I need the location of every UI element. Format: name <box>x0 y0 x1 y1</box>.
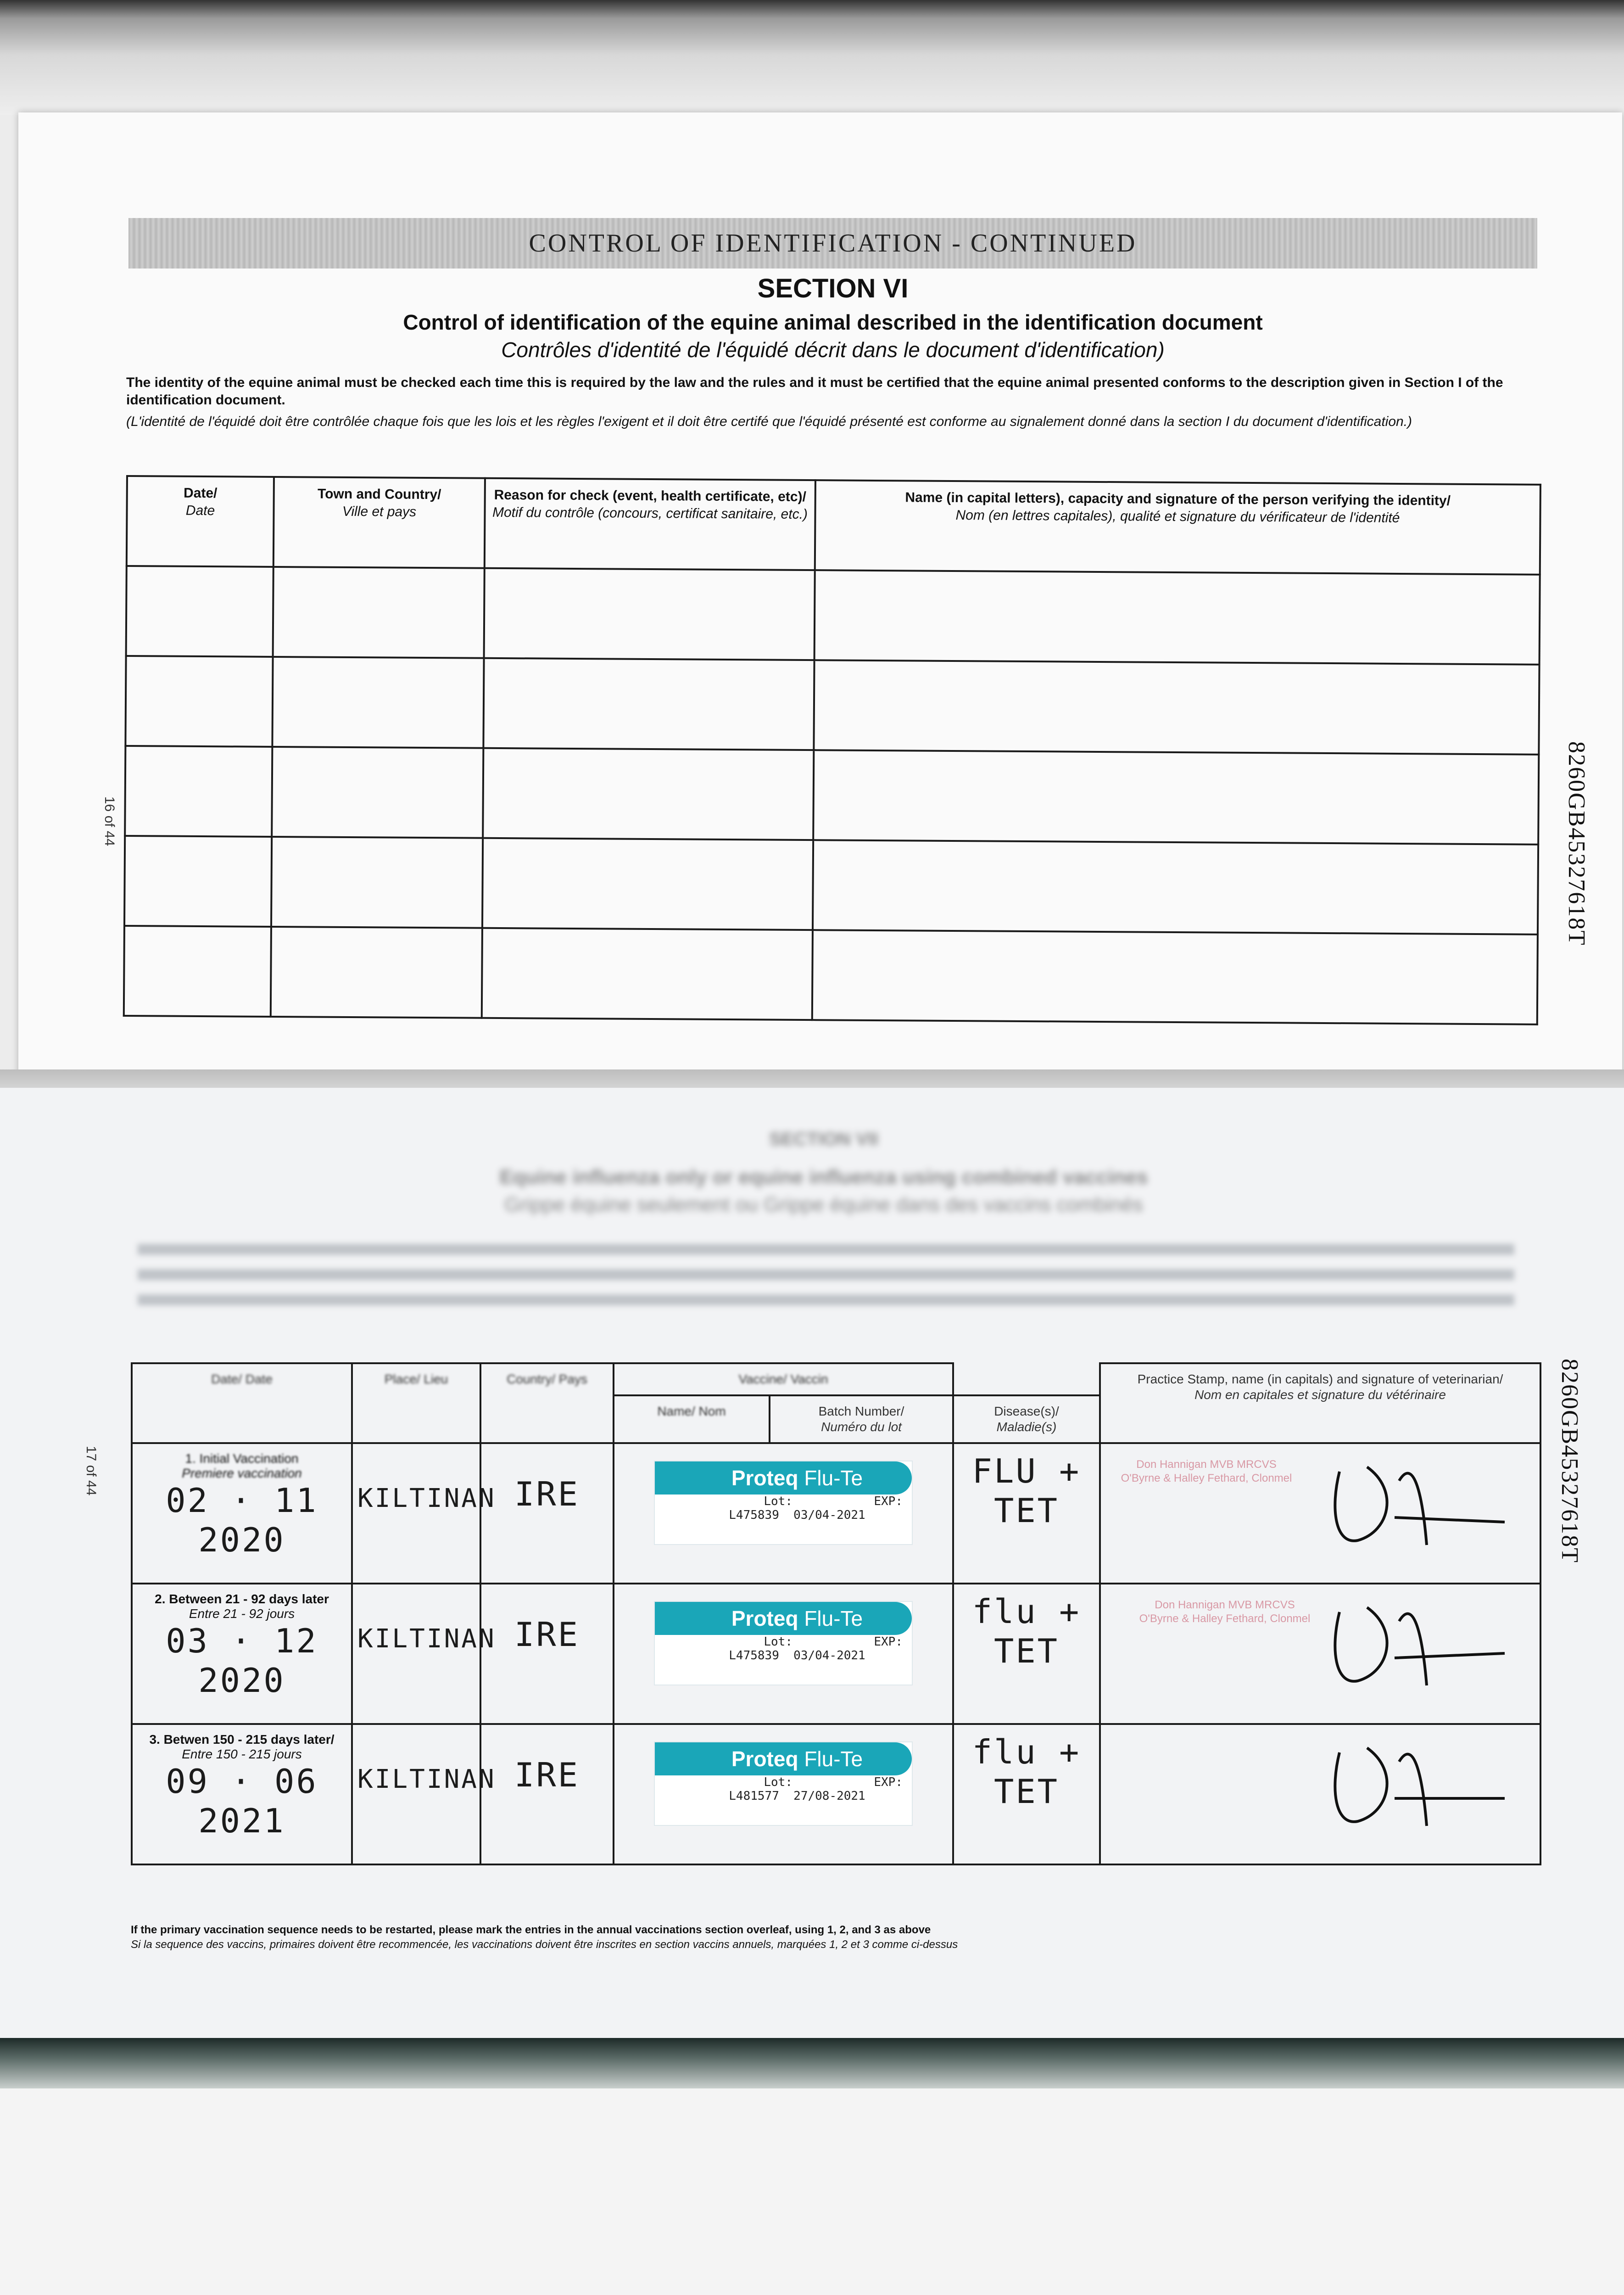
batch-number: L475839 <box>729 1649 779 1662</box>
handwritten-place: KILTINAN <box>357 1624 496 1654</box>
table-row <box>125 656 1539 755</box>
section-banner-text: CONTROL OF IDENTIFICATION - CONTINUED <box>529 229 1137 257</box>
table-header-row <box>132 1363 1540 1395</box>
table-header-row <box>127 476 1540 575</box>
batch-number: L481577 <box>729 1789 779 1803</box>
table-row <box>132 1584 1540 1724</box>
vaccine-name: Flu-Te <box>804 1747 863 1771</box>
practice-stamp: Don Hannigan MVB MRCVS O'Byrne & Halley Fethard, Clonmel <box>1121 1458 1292 1484</box>
handwritten-date: 02 · 11 2020 <box>166 1481 318 1559</box>
handwritten-country: IRE <box>514 1615 580 1654</box>
column-header-disease: Disease(s)/ Maladie(s) <box>953 1395 1100 1443</box>
vet-stamp-cell <box>1100 1724 1540 1864</box>
column-header-batch: Batch Number/ Numéro du lot <box>770 1395 953 1443</box>
vaccine-brand: Proteq <box>731 1747 798 1771</box>
vaccine-name: Flu-Te <box>804 1466 863 1490</box>
handwritten-disease: FLU + TET <box>972 1452 1081 1530</box>
scan-background-bottom <box>0 2088 1624 2295</box>
column-header-date: Date/ Date <box>127 476 274 567</box>
vaccine-sticker: Proteq Flu-Te Lot: EXP: L475839 03/04-2021 <box>654 1601 913 1685</box>
vaccine-sticker: Proteq Flu-Te Lot: EXP: L481577 27/08-2021 <box>654 1741 913 1826</box>
identity-check-table <box>123 475 1541 1025</box>
section-banner <box>128 218 1537 269</box>
handwritten-date: 09 · 06 2021 <box>166 1762 318 1840</box>
vaccination-table <box>131 1362 1541 1865</box>
vet-signature <box>1321 1594 1514 1695</box>
passport-number-side: 8260GB45327618T <box>1557 1359 1583 1563</box>
row-label-cell: 1. Initial Vaccination Premiere vaccination 02 · 11 2020 <box>132 1443 352 1584</box>
handwritten-country: IRE <box>514 1475 580 1513</box>
column-header-date: Date/ Date <box>132 1363 352 1443</box>
footer-note-en: If the primary vaccination sequence needs to be restarted, please mark the entries in the annual vaccinations section overleaf, using 1, 2, and 3 as above <box>131 1924 931 1936</box>
scan-background-top <box>0 0 1624 115</box>
section-subtitle-fr: Contrôles d'identité de l'équidé décrit dans le document d'identification) <box>501 338 1165 362</box>
blurred-section-title: SECTION VII <box>769 1129 878 1149</box>
blurred-intro-line <box>138 1294 1514 1305</box>
passport-number-side: 8260GB45327618T <box>1563 741 1590 946</box>
table-row <box>125 746 1539 845</box>
column-header-veterinarian: Practice Stamp, name (in capitals) and signature of veterinarian/ Nom en capitales et signature du vétérinaire <box>1100 1363 1540 1443</box>
vaccine-sticker: Proteq Flu-Te Lot: EXP: L475839 03/04-2021 <box>654 1461 913 1545</box>
table-row <box>132 1443 1540 1584</box>
vaccine-brand: Proteq <box>731 1466 798 1490</box>
column-header-name: Name/ Nom <box>614 1395 770 1443</box>
book-cover-edge <box>0 2038 1624 2088</box>
vet-signature <box>1321 1453 1514 1554</box>
section-title: SECTION VI <box>757 274 909 303</box>
intro-text-fr: (L'identité de l'équidé doit être contrôlée chaque fois que les lois et les règles l'exigent et il doit être certifé que l'équidé présenté est conforme au signalement donné dans la section I du document d'identification.) <box>126 414 1412 429</box>
handwritten-disease: flu + TET <box>972 1733 1081 1811</box>
intro-text-en: The identity of the equine animal must be checked each time this is required by the law and the rules and it must be certified that the equine animal presented conforms to the description given in Section I of the identification document. <box>126 375 1503 408</box>
table-row <box>126 566 1540 665</box>
column-header-verifier: Name (in capital letters), capacity and signature of the person verifying the identity/ Nom (en lettres capitales), qualité et signature du vérificateur de l'identité <box>815 480 1540 575</box>
expiry-date: 27/08-2021 <box>793 1789 865 1803</box>
vaccine-brand: Proteq <box>731 1606 798 1630</box>
row-label-cell: 2. Between 21 - 92 days later Entre 21 - 92 jours 03 · 12 2020 <box>132 1584 352 1724</box>
column-header-country: Country/ Pays <box>480 1363 614 1443</box>
footer-note-fr: Si la sequence des vaccins, primaires doivent être recommencée, les vaccinations doivent être inscrites en section vaccins annuels, marquées 1, 2 et 3 comme ci-dessus <box>131 1938 958 1951</box>
blurred-subtitle-fr: Grippe équine seulement ou Grippe équine dans des vaccins combinés <box>504 1193 1143 1216</box>
table-row <box>124 836 1538 935</box>
row-label-cell: 3. Betwen 150 - 215 days later/ Entre 150 - 215 jours 09 · 06 2021 <box>132 1724 352 1864</box>
blurred-intro-line <box>138 1244 1514 1255</box>
expiry-date: 03/04-2021 <box>793 1649 865 1662</box>
page-upper-section-vi <box>18 112 1622 1088</box>
section-subtitle-en: Control of identification of the equine animal described in the identification document <box>403 310 1263 334</box>
vaccine-name: Flu-Te <box>804 1606 863 1630</box>
vet-signature <box>1321 1734 1514 1835</box>
column-header-vaccine: Vaccine/ Vaccin <box>614 1363 953 1395</box>
table-row <box>124 926 1538 1024</box>
page-number: 16 of 44 <box>102 796 117 846</box>
page-number: 17 of 44 <box>84 1446 99 1496</box>
handwritten-place: KILTINAN <box>357 1764 496 1794</box>
handwritten-place: KILTINAN <box>357 1483 496 1513</box>
column-header-reason: Reason for check (event, health certificate, etc)/ Motif du contrôle (concours, certificat sanitaire, etc.) <box>485 478 815 570</box>
expiry-date: 03/04-2021 <box>793 1508 865 1522</box>
handwritten-country: IRE <box>514 1756 580 1794</box>
column-header-town-country: Town and Country/ Ville et pays <box>273 477 485 568</box>
table-row <box>132 1724 1540 1864</box>
blurred-intro-line <box>138 1269 1514 1280</box>
batch-number: L475839 <box>729 1508 779 1522</box>
practice-stamp: Don Hannigan MVB MRCVS O'Byrne & Halley Fethard, Clonmel <box>1139 1599 1311 1625</box>
handwritten-disease: flu + TET <box>972 1592 1081 1670</box>
vet-stamp-cell <box>1100 1443 1540 1584</box>
blurred-subtitle-en: Equine influenza only or equine influenza using combined vaccines <box>499 1166 1148 1188</box>
vet-stamp-cell <box>1100 1584 1540 1724</box>
page-lower-vaccination <box>0 1088 1624 2059</box>
handwritten-date: 03 · 12 2020 <box>166 1622 318 1700</box>
column-header-place: Place/ Lieu <box>352 1363 480 1443</box>
